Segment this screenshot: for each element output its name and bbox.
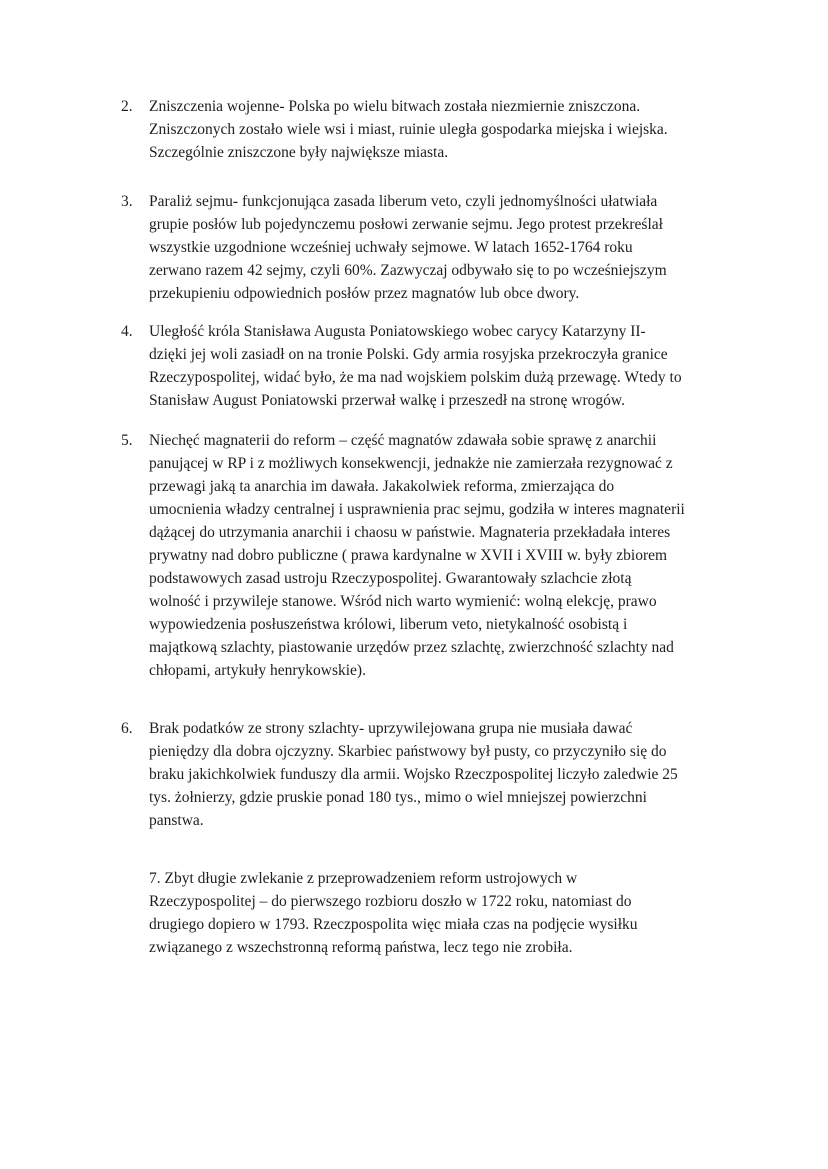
list-number: 2. (121, 98, 133, 115)
text-line: 7. Zbyt długie zwlekanie z przeprowadzeniem reform ustrojowych w (149, 870, 578, 887)
text-line: Niechęć magnaterii do reform – część magnatów zdawała sobie sprawę z anarchii (149, 432, 657, 449)
text-line: braku jakichkolwiek funduszy dla armii. Wojsko Rzeczpospolitej liczyło zaledwie 25 (149, 766, 678, 783)
text-line: Zniszczonych zostało wiele wsi i miast, ruinie uległa gospodarka miejska i wiejska. (149, 121, 668, 138)
text-line: panstwa. (149, 812, 204, 829)
text-line: chłopami, artykuły henrykowskie). (149, 662, 366, 679)
text-line: związanego z wszechstronną reformą państwa, lecz tego nie zrobiła. (149, 939, 573, 956)
list-number: 3. (121, 193, 133, 210)
paragraph (149, 717, 729, 832)
paragraph (149, 190, 729, 305)
text-line: wszystkie uzgodnione wcześniej uchwały sejmowe. W latach 1652-1764 roku (149, 239, 633, 256)
text-line: dzięki jej woli zasiadł on na tronie Polski. Gdy armia rosyjska przekroczyła granice (149, 346, 668, 363)
text-line: Brak podatków ze strony szlachty- uprzywilejowana grupa nie musiała dawać (149, 720, 633, 737)
text-line: Szczególnie zniszczone były największe miasta. (149, 144, 449, 161)
text-line: Rzeczypospolitej – do pierwszego rozbioru doszło w 1722 roku, natomiast do (149, 893, 632, 910)
paragraph (149, 95, 729, 164)
text-line: prywatny nad dobro publiczne ( prawa kardynalne w XVII i XVIII w. były zbiorem (149, 547, 668, 564)
list-number: 6. (121, 720, 133, 737)
text-line: podstawowych zasad ustroju Rzeczypospolitej. Gwarantowały szlachcie złotą (149, 570, 632, 587)
text-line: Zniszczenia wojenne- Polska po wielu bitwach została niezmiernie zniszczona. (149, 98, 641, 115)
text-line: dążącej do utrzymania anarchii i chaosu w państwie. Magnateria przekładała interes (149, 524, 671, 541)
list-number: 4. (121, 323, 133, 340)
text-line: zerwano razem 42 sejmy, czyli 60%. Zazwyczaj odbywało się to po wcześniejszym (149, 262, 667, 279)
text-line: tys. żołnierzy, gdzie pruskie ponad 180 tys., mimo o wiel mniejszej powierzchni (149, 789, 647, 806)
text-line: przekupieniu odpowiednich posłów przez magnatów lub obce dwory. (149, 285, 580, 302)
text-line: umocnienia władzy centralnej i usprawnienia prac sejmu, godziła w interes magnaterii (149, 501, 685, 518)
text-line: Rzeczypospolitej, widać było, że ma nad wojskiem polskim dużą przewagę. Wtedy to (149, 369, 682, 386)
text-line: majątkową szlachty, piastowanie urzędów przez szlachtę, zwierzchność szlachty nad (149, 639, 674, 656)
text-line: grupie posłów lub pojedynczemu posłowi zerwanie sejmu. Jego protest przekreślał (149, 216, 663, 233)
paragraph (149, 429, 729, 682)
paragraph (149, 867, 729, 959)
text-line: panującej w RP i z możliwych konsekwencji, jednakże nie zamierzała rezygnować z (149, 455, 673, 472)
text-line: Stanisław August Poniatowski przerwał walkę i przeszedł na stronę wrogów. (149, 392, 625, 409)
text-line: Paraliż sejmu- funkcjonująca zasada liberum veto, czyli jednomyślności ułatwiała (149, 193, 658, 210)
text-line: wypowiedzenia posłuszeństwa królowi, liberum veto, nietykalność osobistą i (149, 616, 628, 633)
text-line: wolność i przywileje stanowe. Wśród nich warto wymienić: wolną elekcję, prawo (149, 593, 657, 610)
text-line: drugiego dopiero w 1793. Rzeczpospolita więc miała czas na podjęcie wysiłku (149, 916, 638, 933)
text-line: Uległość króla Stanisława Augusta Poniatowskiego wobec carycy Katarzyny II- (149, 323, 646, 340)
list-number: 5. (121, 432, 133, 449)
text-line: przewagi jaką ta anarchia im dawała. Jakakolwiek reforma, zmierzająca do (149, 478, 615, 495)
text-line: pieniędzy dla dobra ojczyzny. Skarbiec państwowy był pusty, co przyczyniło się do (149, 743, 667, 760)
paragraph (149, 320, 729, 412)
